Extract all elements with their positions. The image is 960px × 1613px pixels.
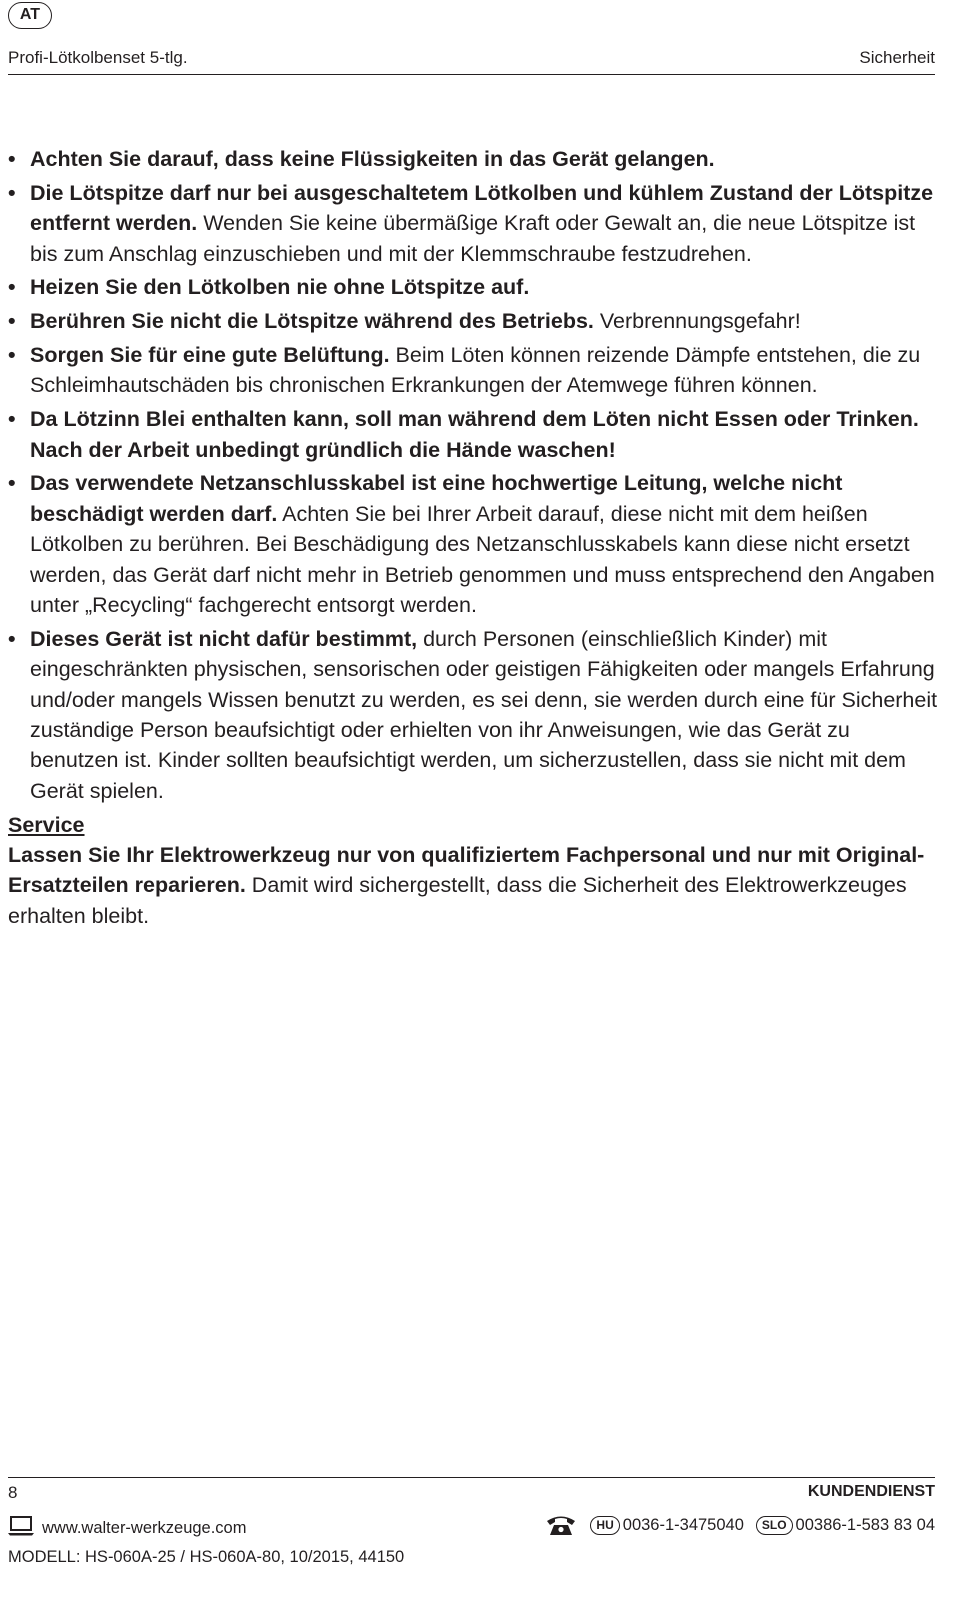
list-item bbox=[8, 306, 938, 336]
list-item bbox=[8, 340, 938, 401]
bullet-bold-text: Das verwendete Netzanschlusskabel ist eine hochwertige Leitung, welche nicht beschädigt werden darf. bbox=[30, 471, 843, 526]
list-item bbox=[8, 178, 938, 269]
laptop-icon bbox=[8, 1516, 34, 1541]
service-paragraph bbox=[8, 840, 938, 931]
list-item bbox=[8, 468, 938, 620]
bullet-bold-text: Berühren Sie nicht die Lötspitze während des Betriebs. bbox=[30, 309, 594, 334]
footer-section-title: KUNDENDIENST bbox=[807, 1483, 935, 1500]
page-number: 8 bbox=[8, 1483, 18, 1502]
bullet-text: Achten Sie bei Ihrer Arbeit darauf, diese nicht mit dem heißen Lötkolben zu berühren. Bei Beschädigung des Netzanschlusskabels kann diese nicht ersetzt werden, das Gerät darf nicht mehr in Betrieb genommen und muss entsprechend den Angaben unter „Recycling“ fachgerecht entsorgt werden. bbox=[30, 501, 935, 618]
website-link[interactable]: www.walter-werkzeuge.com bbox=[42, 1519, 247, 1537]
bullet-bold-text: Sorgen Sie für eine gute Belüftung. bbox=[30, 343, 390, 367]
bullet-bold-text: Dieses Gerät ist nicht dafür bestimmt, bbox=[30, 626, 418, 651]
bullet-text: Wenden Sie keine übermäßige Kraft oder Gewalt an, die neue Lötspitze ist bis zum Anschlag einzuschieben und mit der Klemmschraube festzudrehen. bbox=[30, 211, 916, 266]
service-bold-text: Lassen Sie Ihr Elektrowerkzeug nur von qualifiziertem Fachpersonal und nur mit Original-Ersatzteilen reparieren. bbox=[8, 843, 925, 898]
bullet-bold-text: Heizen Sie den Lötkolben nie ohne Lötspitze auf. bbox=[30, 275, 530, 300]
footer-divider bbox=[8, 1477, 935, 1478]
model-info: MODELL: HS-060A-25 / HS-060A-80, 10/2015, 44150 bbox=[8, 1548, 405, 1566]
country-code-badge: SLO bbox=[756, 1516, 793, 1535]
country-code-badge: HU bbox=[590, 1516, 619, 1535]
phone-number: 00386-1-583 83 04 bbox=[795, 1515, 935, 1534]
phone-numbers bbox=[546, 1514, 935, 1536]
service-heading: Service bbox=[8, 812, 85, 837]
list-item bbox=[8, 272, 938, 302]
bullet-bold-text: Die Lötspitze darf nur bei ausgeschaltetem Lötkolben und kühlem Zustand der Lötspitze entfernt werden. bbox=[30, 180, 934, 236]
bullet-bold-text: Achten Sie darauf, dass keine Flüssigkeiten in das Gerät gelangen. bbox=[30, 147, 715, 171]
country-badge: AT bbox=[8, 2, 52, 29]
list-item bbox=[8, 404, 938, 465]
list-item bbox=[8, 144, 938, 174]
list-item bbox=[8, 624, 938, 806]
main-content bbox=[8, 144, 938, 931]
website-line bbox=[8, 1516, 246, 1541]
section-title: Sicherheit bbox=[859, 48, 935, 67]
safety-list bbox=[8, 144, 938, 806]
header-divider bbox=[8, 74, 935, 75]
bullet-text: durch Personen (einschließlich Kinder) mit eingeschränkten physischen, sensorischen oder geistigen Fähigkeiten oder mangels Erfahrung und/oder mangels Wissen benutzt zu werden, es sei denn, sie werden durch eine für Sicherheit zuständige Person beaufsichtigt oder erhielten von ihr Anweisungen, wie das Gerät zu benutzen ist. Kinder sollten beaufsichtigt werden, um sicherzustellen, dass sie nicht mit dem Gerät spielen. bbox=[30, 626, 938, 803]
bullet-text: Beim Löten können reizende Dämpfe entstehen, die zu Schleimhautschäden bis chronischen Erkrankungen der Atemwege führen können. bbox=[30, 343, 921, 398]
bullet-bold-text: Da Lötzinn Blei enthalten kann, soll man während dem Löten nicht Essen oder Trinken. Nach der Arbeit unbedingt gründlich die Hände waschen! bbox=[30, 407, 919, 462]
bullet-text: Verbrennungsgefahr! bbox=[593, 309, 801, 334]
service-text: Damit wird sichergestellt, dass die Sicherheit des Elektrowerkzeuges erhalten bleibt. bbox=[8, 873, 907, 928]
product-title: Profi-Lötkolbenset 5-tlg. bbox=[8, 48, 188, 67]
telephone-icon bbox=[546, 1514, 576, 1536]
phone-number: 0036-1-3475040 bbox=[622, 1515, 744, 1534]
